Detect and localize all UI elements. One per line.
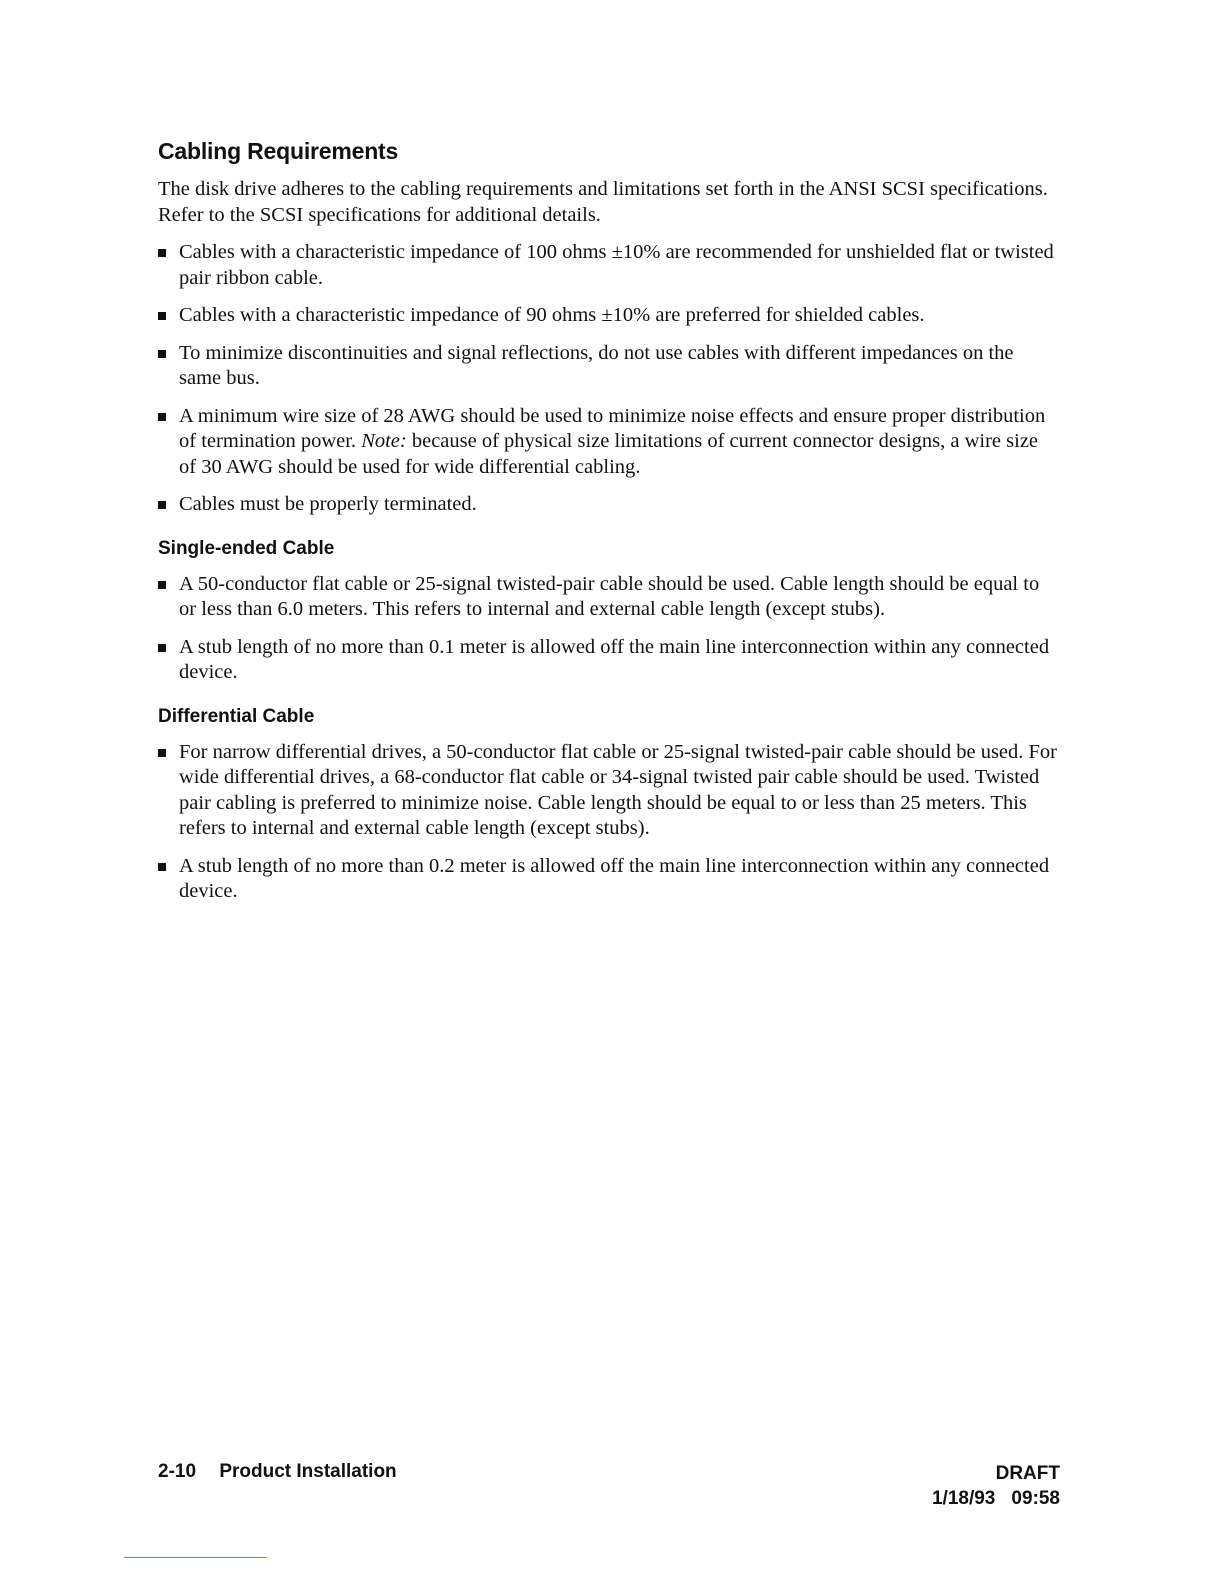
page-footer-left xyxy=(158,1461,397,1483)
square-bullet-icon xyxy=(158,413,166,421)
differential-title: Differential Cable xyxy=(158,705,315,727)
list-item-text: For narrow differential drives, a 50-conductor flat cable or 25-signal twisted-pair cable should be used. For wide differential drives, a 68-conductor flat cable or 34-signal twisted pair cable should be used. Twisted pair cabling is preferred to minimize noise. Cable length should be equal to or less than 25 meters. This refers to internal and external cable length (except stubs). xyxy=(179,740,1058,839)
list-item-text: Cables with a characteristic impedance of 90 ohms ±10% are preferred for shielded cables. xyxy=(179,304,925,326)
section-intro: The disk drive adheres to the cabling requirements and limitations set forth in the ANSI SCSI specifications. Refer to the SCSI specifications for additional details. xyxy=(158,178,1048,226)
cabling-requirements-list xyxy=(158,240,1058,518)
square-bullet-icon xyxy=(158,501,166,509)
list-item xyxy=(158,740,1058,842)
note-label: Note: xyxy=(361,430,407,452)
list-item xyxy=(158,303,1058,329)
list-item-text: A 50-conductor flat cable or 25-signal twisted-pair cable should be used. Cable length should be equal to or less than 6.0 meters. This refers to internal and external cable length (except stubs). xyxy=(179,572,1040,620)
list-item xyxy=(158,572,1058,623)
draft-time: 09:58 xyxy=(1011,1488,1060,1509)
list-item xyxy=(158,635,1058,686)
list-item xyxy=(158,341,1058,392)
single-ended-list xyxy=(158,572,1058,686)
square-bullet-icon xyxy=(158,644,166,652)
list-item xyxy=(158,492,1058,518)
square-bullet-icon xyxy=(158,863,166,871)
draft-label: DRAFT xyxy=(995,1463,1060,1484)
square-bullet-icon xyxy=(158,249,166,257)
page-footer-right xyxy=(932,1461,1060,1511)
draft-date-time xyxy=(932,1486,1060,1511)
list-item-text: Cables must be properly terminated. xyxy=(179,493,477,515)
page-number: 2-10 xyxy=(158,1461,197,1482)
list-item-text: To minimize discontinuities and signal reflections, do not use cables with different impedances on the same bus. xyxy=(179,341,1014,389)
square-bullet-icon xyxy=(158,350,166,358)
list-item xyxy=(158,404,1058,481)
chapter-title: Product Installation xyxy=(219,1461,397,1482)
list-item-text: A stub length of no more than 0.1 meter is allowed off the main line interconnection within any connected device. xyxy=(179,635,1050,683)
list-item xyxy=(158,240,1058,291)
list-item-text-after-note: because of physical size limitations of current connector designs, a wire size of 30 AWG should be used for wide differential cabling. xyxy=(179,430,1039,478)
square-bullet-icon xyxy=(158,749,166,757)
list-item xyxy=(158,854,1058,905)
square-bullet-icon xyxy=(158,581,166,589)
bottom-divider xyxy=(124,1557,267,1558)
list-item-text: Cables with a characteristic impedance of 100 ohms ±10% are recommended for unshielded flat or twisted pair ribbon cable. xyxy=(179,241,1054,289)
single-ended-title: Single-ended Cable xyxy=(158,537,335,559)
draft-date: 1/18/93 xyxy=(931,1488,996,1509)
list-item-text-before-note: A minimum wire size of 28 AWG should be used to minimize noise effects and ensure proper distribution of termination power. xyxy=(179,404,1046,452)
square-bullet-icon xyxy=(158,312,166,320)
list-item-text: A stub length of no more than 0.2 meter is allowed off the main line interconnection within any connected device. xyxy=(179,854,1050,902)
section-title: Cabling Requirements xyxy=(158,138,399,164)
differential-list xyxy=(158,740,1058,905)
page-content xyxy=(158,138,1058,917)
